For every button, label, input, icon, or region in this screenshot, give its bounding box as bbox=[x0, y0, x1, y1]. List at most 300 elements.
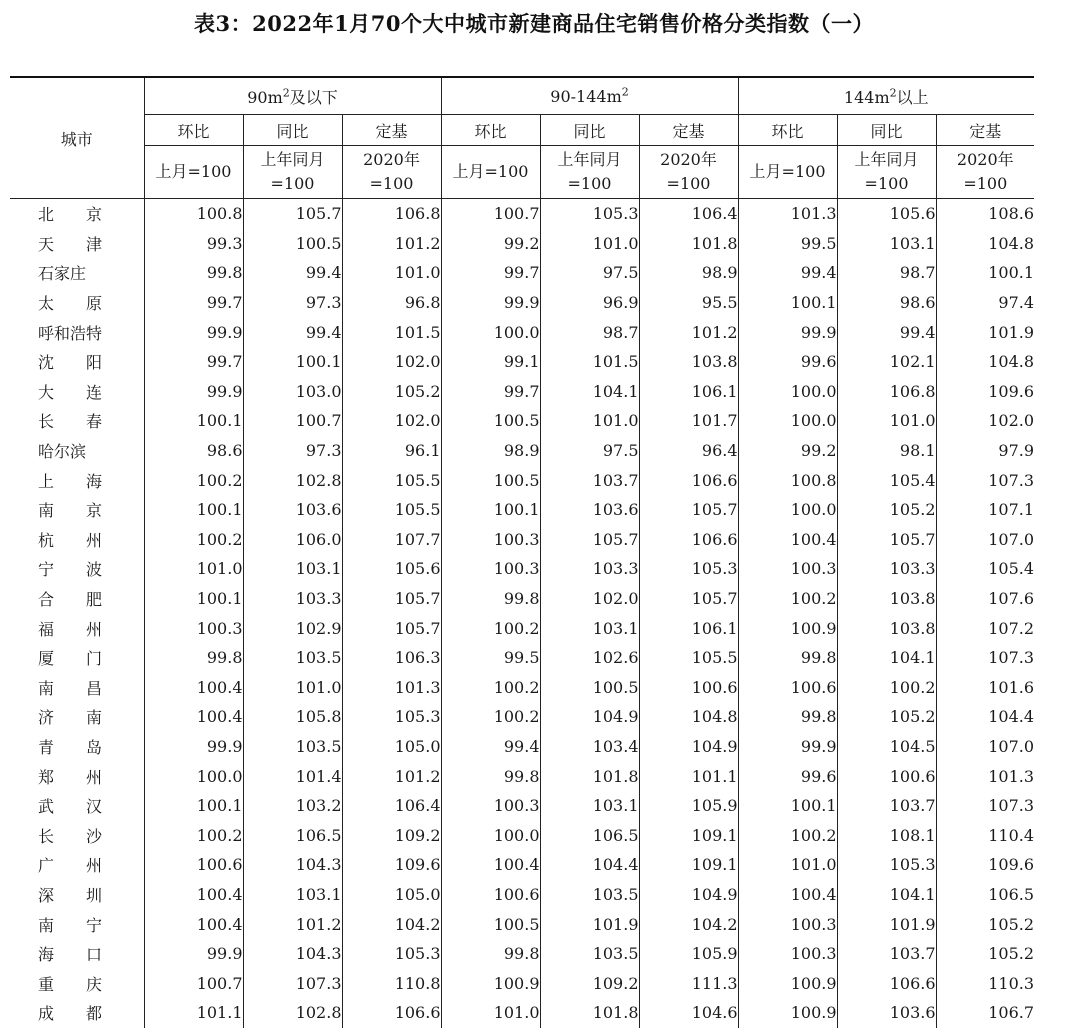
index-value: 100.3 bbox=[738, 939, 837, 969]
sub-header-1-1: 同比 bbox=[540, 115, 639, 146]
index-value: 100.4 bbox=[144, 909, 243, 939]
city-name: 石家庄 bbox=[38, 264, 87, 284]
city-name: 成 都 bbox=[38, 1004, 103, 1024]
city-name: 南 京 bbox=[38, 501, 103, 521]
city-name: 大 连 bbox=[38, 382, 103, 402]
base-label-bottom: =100 bbox=[270, 174, 315, 193]
base-header-0-2 bbox=[342, 146, 441, 199]
city-name: 长 春 bbox=[38, 412, 103, 432]
sub-header-2-1: 同比 bbox=[837, 115, 936, 146]
index-value: 103.5 bbox=[540, 880, 639, 910]
index-value: 109.2 bbox=[342, 820, 441, 850]
index-value: 108.1 bbox=[837, 820, 936, 850]
index-value: 106.8 bbox=[342, 199, 441, 229]
index-value: 103.2 bbox=[243, 791, 342, 821]
table-row bbox=[10, 199, 1034, 229]
base-header-1-0 bbox=[441, 146, 540, 199]
index-value: 105.2 bbox=[837, 702, 936, 732]
table-row bbox=[10, 909, 1034, 939]
city-name: 重 庆 bbox=[38, 974, 103, 994]
index-value: 99.8 bbox=[441, 584, 540, 614]
city-name: 南 宁 bbox=[38, 915, 103, 935]
index-value: 99.8 bbox=[738, 702, 837, 732]
index-value: 105.5 bbox=[342, 465, 441, 495]
index-value: 99.4 bbox=[243, 258, 342, 288]
index-value: 106.1 bbox=[639, 377, 738, 407]
index-value: 105.7 bbox=[342, 613, 441, 643]
index-value: 99.7 bbox=[441, 377, 540, 407]
index-value: 107.2 bbox=[936, 613, 1034, 643]
index-value: 95.5 bbox=[639, 288, 738, 318]
index-value: 99.6 bbox=[738, 761, 837, 791]
index-value: 109.6 bbox=[936, 377, 1034, 407]
index-value: 102.0 bbox=[540, 584, 639, 614]
index-value: 99.7 bbox=[144, 288, 243, 318]
index-value: 101.6 bbox=[936, 673, 1034, 703]
index-value: 100.2 bbox=[441, 613, 540, 643]
index-value: 101.8 bbox=[639, 229, 738, 259]
index-value: 100.5 bbox=[243, 229, 342, 259]
index-value: 106.5 bbox=[936, 880, 1034, 910]
index-value: 104.9 bbox=[540, 702, 639, 732]
index-value: 105.7 bbox=[342, 584, 441, 614]
index-value: 109.1 bbox=[639, 850, 738, 880]
index-value: 103.0 bbox=[243, 377, 342, 407]
index-value: 105.4 bbox=[837, 465, 936, 495]
index-value: 100.2 bbox=[144, 525, 243, 555]
index-value: 100.3 bbox=[738, 909, 837, 939]
index-value: 106.5 bbox=[540, 820, 639, 850]
table-row bbox=[10, 732, 1034, 762]
index-value: 104.3 bbox=[243, 939, 342, 969]
index-value: 100.4 bbox=[738, 880, 837, 910]
table-row bbox=[10, 880, 1034, 910]
index-value: 101.3 bbox=[342, 673, 441, 703]
index-value: 105.5 bbox=[342, 495, 441, 525]
index-value: 101.0 bbox=[540, 229, 639, 259]
table-row bbox=[10, 643, 1034, 673]
index-value: 111.3 bbox=[639, 968, 738, 998]
table-row bbox=[10, 820, 1034, 850]
index-value: 105.0 bbox=[342, 732, 441, 762]
index-value: 107.3 bbox=[936, 643, 1034, 673]
index-value: 100.8 bbox=[144, 199, 243, 229]
table-row bbox=[10, 998, 1034, 1028]
index-value: 103.3 bbox=[243, 584, 342, 614]
base-label: 上月=100 bbox=[452, 162, 529, 181]
index-value: 105.2 bbox=[936, 939, 1034, 969]
index-value: 97.9 bbox=[936, 436, 1034, 466]
index-value: 105.7 bbox=[639, 584, 738, 614]
index-value: 100.3 bbox=[144, 613, 243, 643]
index-value: 106.4 bbox=[639, 199, 738, 229]
index-value: 101.8 bbox=[540, 761, 639, 791]
index-value: 98.1 bbox=[837, 436, 936, 466]
index-value: 104.3 bbox=[243, 850, 342, 880]
index-value: 110.3 bbox=[936, 968, 1034, 998]
index-value: 100.5 bbox=[441, 909, 540, 939]
index-value: 100.2 bbox=[837, 673, 936, 703]
index-value: 99.9 bbox=[144, 732, 243, 762]
index-value: 105.2 bbox=[342, 377, 441, 407]
index-value: 100.1 bbox=[144, 584, 243, 614]
index-value: 103.5 bbox=[540, 939, 639, 969]
index-value: 109.1 bbox=[639, 820, 738, 850]
index-value: 100.1 bbox=[738, 791, 837, 821]
index-value: 99.8 bbox=[144, 643, 243, 673]
index-value: 99.9 bbox=[441, 288, 540, 318]
index-value: 101.7 bbox=[639, 406, 738, 436]
index-value: 97.5 bbox=[540, 258, 639, 288]
index-value: 97.4 bbox=[936, 288, 1034, 318]
index-value: 99.9 bbox=[144, 939, 243, 969]
index-value: 104.5 bbox=[837, 732, 936, 762]
index-value: 101.4 bbox=[243, 761, 342, 791]
city-name: 济 南 bbox=[38, 708, 103, 728]
index-value: 100.6 bbox=[144, 850, 243, 880]
index-value: 104.9 bbox=[639, 732, 738, 762]
index-value: 104.2 bbox=[342, 909, 441, 939]
index-value: 104.4 bbox=[936, 702, 1034, 732]
index-value: 100.5 bbox=[441, 465, 540, 495]
index-value: 100.6 bbox=[639, 673, 738, 703]
index-value: 101.9 bbox=[540, 909, 639, 939]
index-value: 97.5 bbox=[540, 436, 639, 466]
index-value: 100.6 bbox=[441, 880, 540, 910]
city-column-header: 城市 bbox=[10, 77, 144, 199]
sub-header-2-0: 环比 bbox=[738, 115, 837, 146]
group-header-medium: $90-144m^2$ bbox=[441, 77, 738, 115]
index-value: 103.6 bbox=[540, 495, 639, 525]
index-value: 104.8 bbox=[936, 347, 1034, 377]
index-value: 110.4 bbox=[936, 820, 1034, 850]
index-value: 101.0 bbox=[738, 850, 837, 880]
index-value: 101.5 bbox=[342, 317, 441, 347]
index-value: 105.3 bbox=[540, 199, 639, 229]
index-value: 100.2 bbox=[144, 820, 243, 850]
index-value: 100.3 bbox=[441, 525, 540, 555]
index-value: 107.3 bbox=[243, 968, 342, 998]
index-value: 99.8 bbox=[738, 643, 837, 673]
index-value: 103.1 bbox=[540, 613, 639, 643]
index-value: 100.7 bbox=[243, 406, 342, 436]
index-value: 100.1 bbox=[441, 495, 540, 525]
index-value: 99.1 bbox=[441, 347, 540, 377]
index-value: 103.8 bbox=[837, 613, 936, 643]
index-value: 107.3 bbox=[936, 465, 1034, 495]
index-value: 100.3 bbox=[441, 791, 540, 821]
base-header-1-1 bbox=[540, 146, 639, 199]
index-value: 105.2 bbox=[837, 495, 936, 525]
table-row bbox=[10, 968, 1034, 998]
index-value: 100.0 bbox=[441, 820, 540, 850]
base-header-0-0 bbox=[144, 146, 243, 199]
table-row bbox=[10, 584, 1034, 614]
index-value: 99.5 bbox=[738, 229, 837, 259]
index-value: 103.8 bbox=[837, 584, 936, 614]
base-label-top: 2020年 bbox=[363, 150, 420, 169]
index-value: 101.0 bbox=[837, 406, 936, 436]
index-value: 102.1 bbox=[837, 347, 936, 377]
index-value: 106.6 bbox=[639, 525, 738, 555]
index-value: 104.1 bbox=[837, 643, 936, 673]
index-value: 107.6 bbox=[936, 584, 1034, 614]
table-row bbox=[10, 761, 1034, 791]
index-value: 100.4 bbox=[144, 673, 243, 703]
city-name: 南 昌 bbox=[38, 678, 103, 698]
index-value: 107.3 bbox=[936, 791, 1034, 821]
index-value: 99.9 bbox=[144, 317, 243, 347]
base-label-bottom: =100 bbox=[666, 174, 711, 193]
index-value: 102.8 bbox=[243, 998, 342, 1028]
index-value: 106.3 bbox=[342, 643, 441, 673]
index-value: 106.5 bbox=[243, 820, 342, 850]
index-value: 98.6 bbox=[144, 436, 243, 466]
index-value: 98.7 bbox=[837, 258, 936, 288]
index-value: 100.2 bbox=[441, 673, 540, 703]
index-value: 100.0 bbox=[441, 317, 540, 347]
index-value: 100.7 bbox=[441, 199, 540, 229]
index-value: 101.0 bbox=[342, 258, 441, 288]
index-value: 100.1 bbox=[243, 347, 342, 377]
index-value: 103.7 bbox=[540, 465, 639, 495]
index-value: 106.6 bbox=[639, 465, 738, 495]
index-value: 101.0 bbox=[243, 673, 342, 703]
table-row bbox=[10, 554, 1034, 584]
index-value: 103.5 bbox=[243, 643, 342, 673]
city-name: 呼和浩特 bbox=[38, 323, 103, 343]
index-value: 105.4 bbox=[936, 554, 1034, 584]
index-value: 109.2 bbox=[540, 968, 639, 998]
index-value: 106.0 bbox=[243, 525, 342, 555]
index-value: 100.0 bbox=[738, 495, 837, 525]
city-name: 武 汉 bbox=[38, 797, 103, 817]
index-value: 100.6 bbox=[837, 761, 936, 791]
index-value: 100.4 bbox=[144, 880, 243, 910]
index-value: 103.4 bbox=[540, 732, 639, 762]
table-row bbox=[10, 525, 1034, 555]
city-name: 深 圳 bbox=[38, 885, 103, 905]
index-value: 100.2 bbox=[144, 465, 243, 495]
index-value: 99.9 bbox=[144, 377, 243, 407]
index-value: 100.7 bbox=[144, 968, 243, 998]
index-value: 109.6 bbox=[936, 850, 1034, 880]
index-value: 100.2 bbox=[738, 584, 837, 614]
table-row bbox=[10, 288, 1034, 318]
table-row bbox=[10, 939, 1034, 969]
table-row bbox=[10, 791, 1034, 821]
index-value: 99.8 bbox=[441, 939, 540, 969]
index-value: 107.0 bbox=[936, 732, 1034, 762]
index-value: 99.8 bbox=[144, 258, 243, 288]
sub-header-1-0: 环比 bbox=[441, 115, 540, 146]
city-name: 上 海 bbox=[38, 471, 103, 491]
index-value: 105.7 bbox=[837, 525, 936, 555]
base-label-bottom: =100 bbox=[963, 174, 1008, 193]
index-value: 99.5 bbox=[441, 643, 540, 673]
city-name: 杭 州 bbox=[38, 530, 103, 550]
table-row bbox=[10, 702, 1034, 732]
index-value: 100.0 bbox=[738, 377, 837, 407]
city-name: 海 口 bbox=[38, 945, 103, 965]
index-value: 104.4 bbox=[540, 850, 639, 880]
index-value: 105.3 bbox=[837, 850, 936, 880]
index-value: 96.4 bbox=[639, 436, 738, 466]
index-value: 99.7 bbox=[144, 347, 243, 377]
base-label: 上月=100 bbox=[749, 162, 826, 181]
index-value: 98.6 bbox=[837, 288, 936, 318]
sub-header-0-0: 环比 bbox=[144, 115, 243, 146]
index-value: 99.4 bbox=[243, 317, 342, 347]
city-name: 北 京 bbox=[38, 205, 103, 225]
group-header-large: $144m^2$以上 bbox=[738, 77, 1034, 115]
city-name: 太 原 bbox=[38, 294, 103, 314]
table-row bbox=[10, 495, 1034, 525]
index-value: 100.1 bbox=[144, 406, 243, 436]
index-value: 105.3 bbox=[639, 554, 738, 584]
index-value: 105.3 bbox=[342, 939, 441, 969]
index-value: 99.6 bbox=[738, 347, 837, 377]
sub-header-0-1: 同比 bbox=[243, 115, 342, 146]
base-header-0-1 bbox=[243, 146, 342, 199]
index-value: 104.1 bbox=[837, 880, 936, 910]
index-value: 106.1 bbox=[639, 613, 738, 643]
city-name: 广 州 bbox=[38, 856, 103, 876]
index-value: 102.6 bbox=[540, 643, 639, 673]
index-value: 100.9 bbox=[441, 968, 540, 998]
index-value: 103.6 bbox=[243, 495, 342, 525]
index-value: 104.2 bbox=[639, 909, 738, 939]
index-value: 101.9 bbox=[936, 317, 1034, 347]
city-name: 合 肥 bbox=[38, 590, 103, 610]
index-value: 96.8 bbox=[342, 288, 441, 318]
index-value: 105.9 bbox=[639, 939, 738, 969]
index-value: 102.0 bbox=[936, 406, 1034, 436]
index-value: 98.7 bbox=[540, 317, 639, 347]
base-header-2-1 bbox=[837, 146, 936, 199]
index-value: 100.2 bbox=[738, 820, 837, 850]
index-value: 100.5 bbox=[441, 406, 540, 436]
index-value: 106.8 bbox=[837, 377, 936, 407]
city-name: 天 津 bbox=[38, 234, 103, 254]
index-value: 103.1 bbox=[837, 229, 936, 259]
index-value: 105.7 bbox=[639, 495, 738, 525]
index-value: 104.6 bbox=[639, 998, 738, 1028]
index-value: 100.8 bbox=[738, 465, 837, 495]
index-value: 101.1 bbox=[639, 761, 738, 791]
index-value: 103.8 bbox=[639, 347, 738, 377]
index-value: 103.3 bbox=[540, 554, 639, 584]
index-value: 102.0 bbox=[342, 347, 441, 377]
index-value: 102.8 bbox=[243, 465, 342, 495]
index-value: 101.2 bbox=[243, 909, 342, 939]
base-header-1-2 bbox=[639, 146, 738, 199]
index-value: 100.1 bbox=[144, 791, 243, 821]
index-value: 101.5 bbox=[540, 347, 639, 377]
index-value: 99.2 bbox=[441, 229, 540, 259]
index-value: 100.4 bbox=[441, 850, 540, 880]
index-value: 104.8 bbox=[639, 702, 738, 732]
sub-header-2-2: 定基 bbox=[936, 115, 1034, 146]
city-name: 青 岛 bbox=[38, 737, 103, 757]
index-value: 103.5 bbox=[243, 732, 342, 762]
index-value: 99.4 bbox=[441, 732, 540, 762]
index-value: 107.1 bbox=[936, 495, 1034, 525]
city-name: 宁 波 bbox=[38, 560, 103, 580]
table-row bbox=[10, 377, 1034, 407]
page-title: 表3：2022年1月70个大中城市新建商品住宅销售价格分类指数（一） bbox=[194, 11, 874, 36]
base-label-top: 2020年 bbox=[660, 150, 717, 169]
index-value: 99.8 bbox=[441, 761, 540, 791]
base-label-top: 上年同月 bbox=[260, 150, 325, 169]
index-value: 105.8 bbox=[243, 702, 342, 732]
table-row bbox=[10, 465, 1034, 495]
index-value: 105.9 bbox=[639, 791, 738, 821]
index-value: 100.9 bbox=[738, 968, 837, 998]
index-value: 105.3 bbox=[342, 702, 441, 732]
base-label-bottom: =100 bbox=[567, 174, 612, 193]
index-value: 103.3 bbox=[837, 554, 936, 584]
index-value: 100.2 bbox=[441, 702, 540, 732]
index-value: 105.2 bbox=[936, 909, 1034, 939]
index-value: 100.0 bbox=[738, 406, 837, 436]
city-name: 郑 州 bbox=[38, 767, 103, 787]
group-header-small: $90m^2$及以下 bbox=[144, 77, 441, 115]
index-value: 105.5 bbox=[639, 643, 738, 673]
index-value: 107.0 bbox=[936, 525, 1034, 555]
base-label-top: 上年同月 bbox=[557, 150, 622, 169]
index-value: 96.1 bbox=[342, 436, 441, 466]
price-index-table bbox=[10, 76, 1034, 1028]
table-row bbox=[10, 673, 1034, 703]
index-value: 100.3 bbox=[738, 554, 837, 584]
table-row bbox=[10, 317, 1034, 347]
index-value: 106.6 bbox=[837, 968, 936, 998]
base-label-top: 2020年 bbox=[956, 150, 1014, 169]
index-value: 110.8 bbox=[342, 968, 441, 998]
index-value: 103.7 bbox=[837, 939, 936, 969]
index-value: 101.9 bbox=[837, 909, 936, 939]
base-label-top: 上年同月 bbox=[854, 150, 919, 169]
index-value: 98.9 bbox=[441, 436, 540, 466]
sub-header-0-2: 定基 bbox=[342, 115, 441, 146]
index-value: 97.3 bbox=[243, 288, 342, 318]
table-row bbox=[10, 850, 1034, 880]
index-value: 100.9 bbox=[738, 613, 837, 643]
index-value: 99.3 bbox=[144, 229, 243, 259]
index-value: 103.1 bbox=[540, 791, 639, 821]
index-value: 97.3 bbox=[243, 436, 342, 466]
index-value: 104.9 bbox=[639, 880, 738, 910]
city-name: 沈 阳 bbox=[38, 353, 103, 373]
index-value: 104.8 bbox=[936, 229, 1034, 259]
index-value: 105.7 bbox=[540, 525, 639, 555]
index-value: 105.0 bbox=[342, 880, 441, 910]
table-row bbox=[10, 613, 1034, 643]
index-value: 103.1 bbox=[243, 554, 342, 584]
index-value: 101.2 bbox=[639, 317, 738, 347]
sub-header-1-2: 定基 bbox=[639, 115, 738, 146]
base-label-bottom: =100 bbox=[369, 174, 414, 193]
base-label-bottom: =100 bbox=[864, 174, 909, 193]
index-value: 102.0 bbox=[342, 406, 441, 436]
index-value: 106.6 bbox=[342, 998, 441, 1028]
base-header-2-0 bbox=[738, 146, 837, 199]
index-value: 100.4 bbox=[738, 525, 837, 555]
city-name: 厦 门 bbox=[38, 649, 103, 669]
index-value: 101.2 bbox=[342, 761, 441, 791]
table-row bbox=[10, 406, 1034, 436]
